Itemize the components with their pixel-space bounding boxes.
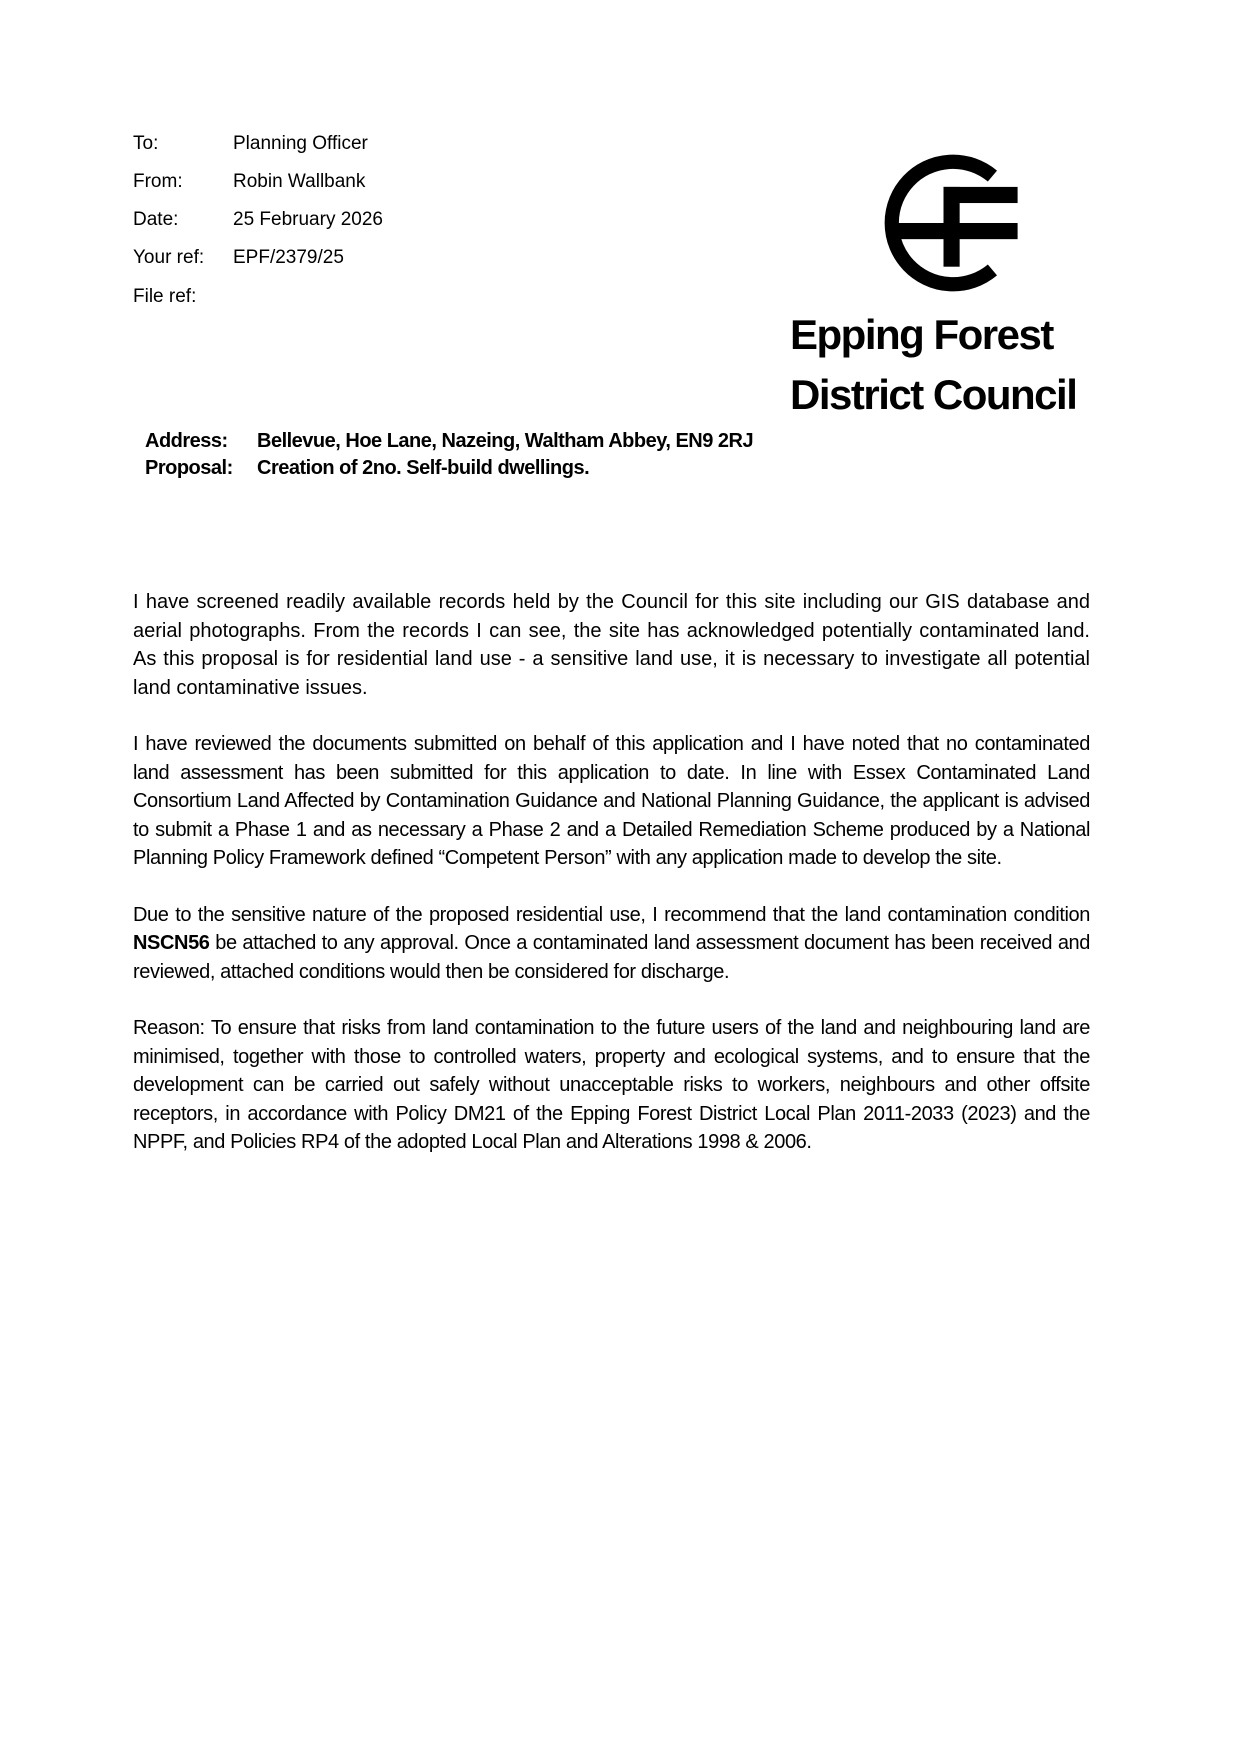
memo-header — [133, 132, 383, 323]
memo-field-from — [133, 170, 383, 194]
council-logo — [745, 147, 1145, 425]
case-details — [145, 428, 753, 482]
field-label-to: To: — [133, 133, 159, 154]
field-value-your-ref: EPF/2379/25 — [233, 247, 344, 268]
council-name-line1: Epping Forest — [790, 311, 1053, 358]
paragraph-recommendation — [133, 901, 1090, 987]
ef-monogram-icon — [877, 147, 1029, 299]
field-value-from: Robin Wallbank — [233, 171, 366, 192]
letter-body — [133, 588, 1090, 1185]
memo-field-your-ref — [133, 246, 383, 270]
address-value: Bellevue, Hoe Lane, Nazeing, Waltham Abbey, EN9 2RJ — [257, 430, 754, 452]
field-label-your-ref: Your ref: — [133, 247, 205, 268]
paragraph-reason: Reason: To ensure that risks from land contamination to the future users of the land and neighbouring land are minimised, together with those to controlled waters, property and ecological systems, and to ensure that the development can be carried out safely without unacceptable risks to workers, neighbours and other offsite receptors, in accordance with Policy DM21 of the Epping Forest District Local Plan 2011-2033 (2023) and the NPPF, and Policies RP4 of the adopted Local Plan and Alterations 1998 & 2006. — [133, 1017, 1090, 1153]
paragraph-recommendation-lead: Due to the sensitive nature of the proposed residential use, I recommend that the land contamination condition — [133, 903, 1090, 926]
proposal-row — [145, 455, 753, 482]
memo-field-file-ref — [133, 285, 383, 309]
memo-field-to — [133, 132, 383, 156]
field-label-date: Date: — [133, 209, 179, 230]
condition-code: NSCN56 — [133, 932, 210, 954]
field-label-file-ref: File ref: — [133, 286, 197, 307]
council-name-line2: District Council — [790, 371, 1077, 418]
field-value-date: 25 February 2026 — [233, 209, 383, 230]
address-row — [145, 428, 753, 455]
field-label-from: From: — [133, 171, 183, 192]
address-label: Address: — [145, 430, 228, 452]
memo-field-date — [133, 208, 383, 232]
proposal-value: Creation of 2no. Self-build dwellings. — [257, 457, 590, 479]
council-name — [790, 305, 1145, 425]
paragraph-screening: I have screened readily available records held by the Council for this site including our GIS database and aerial photographs. From the records I can see, the site has acknowledged potentially contaminated land. As this proposal is for residential land use - a sensitive land use, it is necessary to investigate all potential land contaminative issues. — [133, 591, 1090, 699]
paragraph-review: I have reviewed the documents submitted on behalf of this application and I have noted that no contaminated land assessment has been submitted for this application to date. In line with Essex Contaminated Land Consortium Land Affected by Contamination Guidance and National Planning Guidance, the applicant is advised to submit a Phase 1 and as necessary a Phase 2 and a Detailed Remediation Scheme produced by a National Planning Policy Framework defined “Competent Person” with any application made to develop the site. — [133, 733, 1090, 869]
field-value-to: Planning Officer — [233, 133, 368, 154]
proposal-label: Proposal: — [145, 457, 233, 479]
paragraph-recommendation-tail: be attached to any approval. Once a contaminated land assessment document has been received and reviewed, attached conditions would then be considered for discharge. — [133, 932, 1090, 983]
